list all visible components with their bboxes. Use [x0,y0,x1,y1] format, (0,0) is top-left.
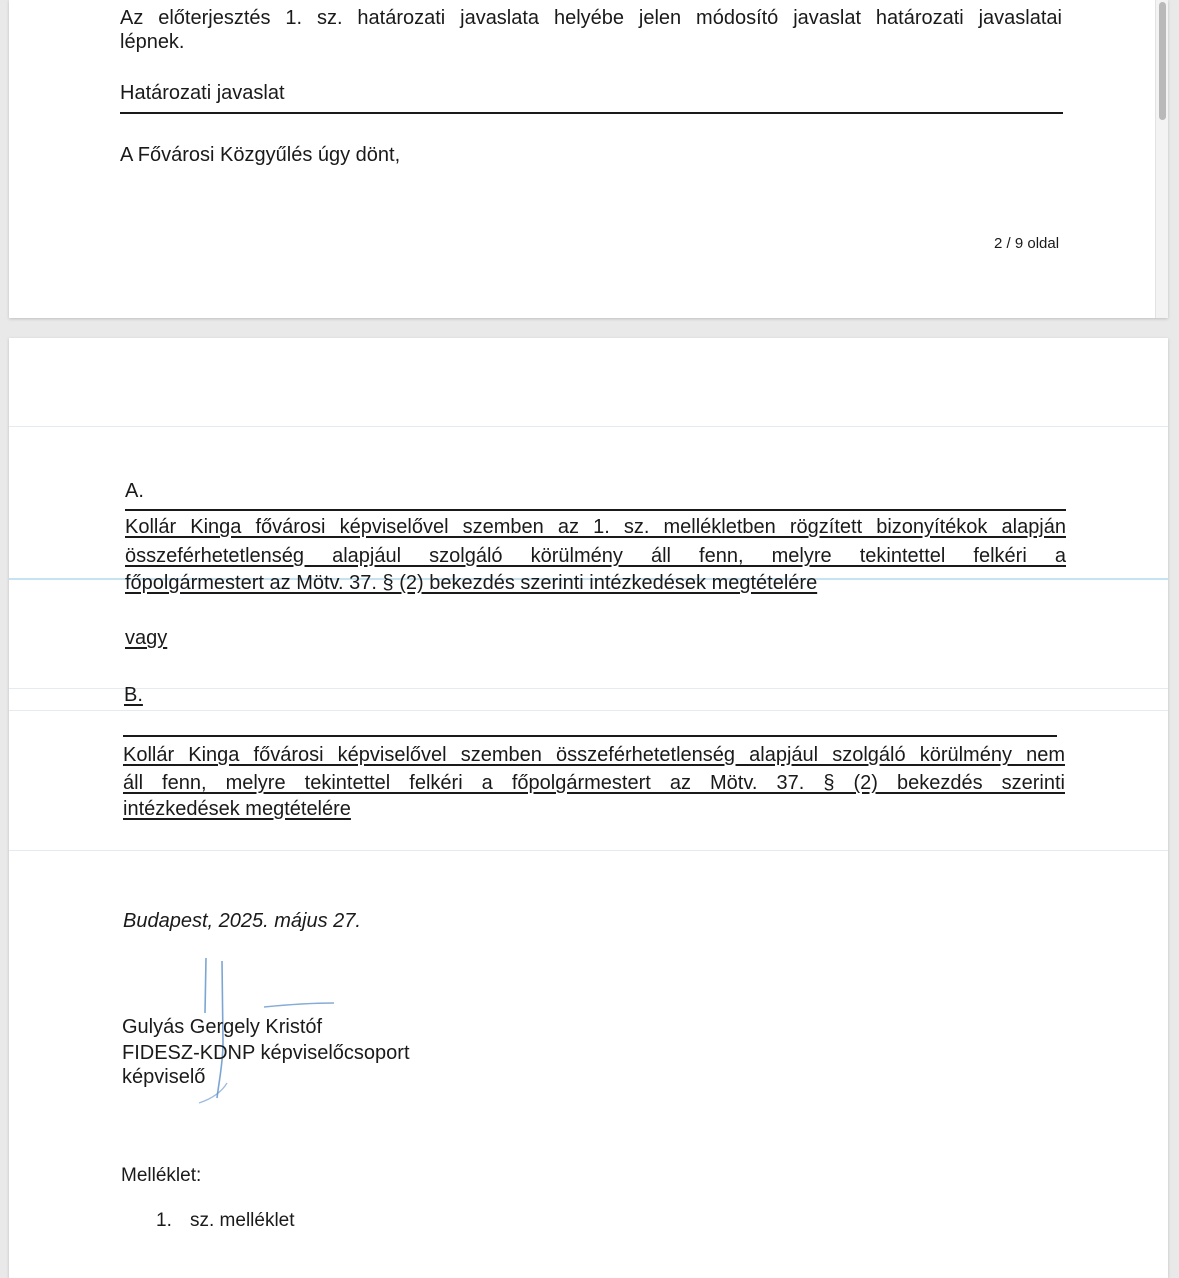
place-date: Budapest, 2025. május 27. [123,910,361,932]
option-b-label: B. [124,684,143,706]
decision-line: A Fővárosi Közgyűlés úgy dönt, [120,144,401,166]
scan-noise [9,710,1168,711]
scan-noise [9,426,1168,427]
attachments-label: Melléklet: [121,1165,202,1186]
signer-name: Gulyás Gergely Kristóf [122,1016,323,1038]
option-b-line-1: Kollár Kinga fővárosi képviselővel szemben összeférhetetlenség alapjául szolgáló körülmény nem [123,744,1065,766]
option-a-line-2: összeférhetetlenség alapjául szolgáló körülmény áll fenn, melyre tekintettel felkéri a [125,545,1066,567]
option-b-line-3: intézkedések megtételére [123,798,351,820]
section-heading: Határozati javaslat [120,82,285,104]
option-a-line-1: Kollár Kinga fővárosi képviselővel szemben az 1. sz. mellékletben rögzített bizonyítékok alapján [125,516,1066,538]
document-page-3 [9,338,1168,1278]
document-page-2 [9,0,1168,318]
scrollbar-thumb[interactable] [1159,2,1166,120]
intro-line-1: Az előterjesztés 1. sz. határozati javaslata helyébe jelen módosító javaslat határozati javaslatai [120,7,1062,29]
scan-noise [9,688,1168,689]
option-a-label: A. [125,480,144,502]
or-word: vagy [125,627,168,649]
option-b-line-2: áll fenn, melyre tekintettel felkéri a főpolgármestert az Mötv. 37. § (2) bekezdés szerinti [123,772,1065,794]
attachment-text: sz. melléklet [190,1210,295,1231]
vertical-scrollbar[interactable] [1155,0,1168,318]
scan-noise [9,850,1168,851]
option-a-line-3: főpolgármestert az Mötv. 37. § (2) bekezdés szerinti intézkedések megtételére [125,572,818,594]
intro-line-2: lépnek. [120,31,185,53]
signer-group: FIDESZ-KDNP képviselőcsoport [122,1042,410,1064]
page-number: 2 / 9 oldal [994,235,1060,252]
heading-rule [120,112,1063,114]
attachment-number: 1. [156,1210,172,1231]
option-a-rule [125,509,1066,511]
option-b-rule [123,735,1057,737]
signer-role: képviselő [122,1066,206,1088]
